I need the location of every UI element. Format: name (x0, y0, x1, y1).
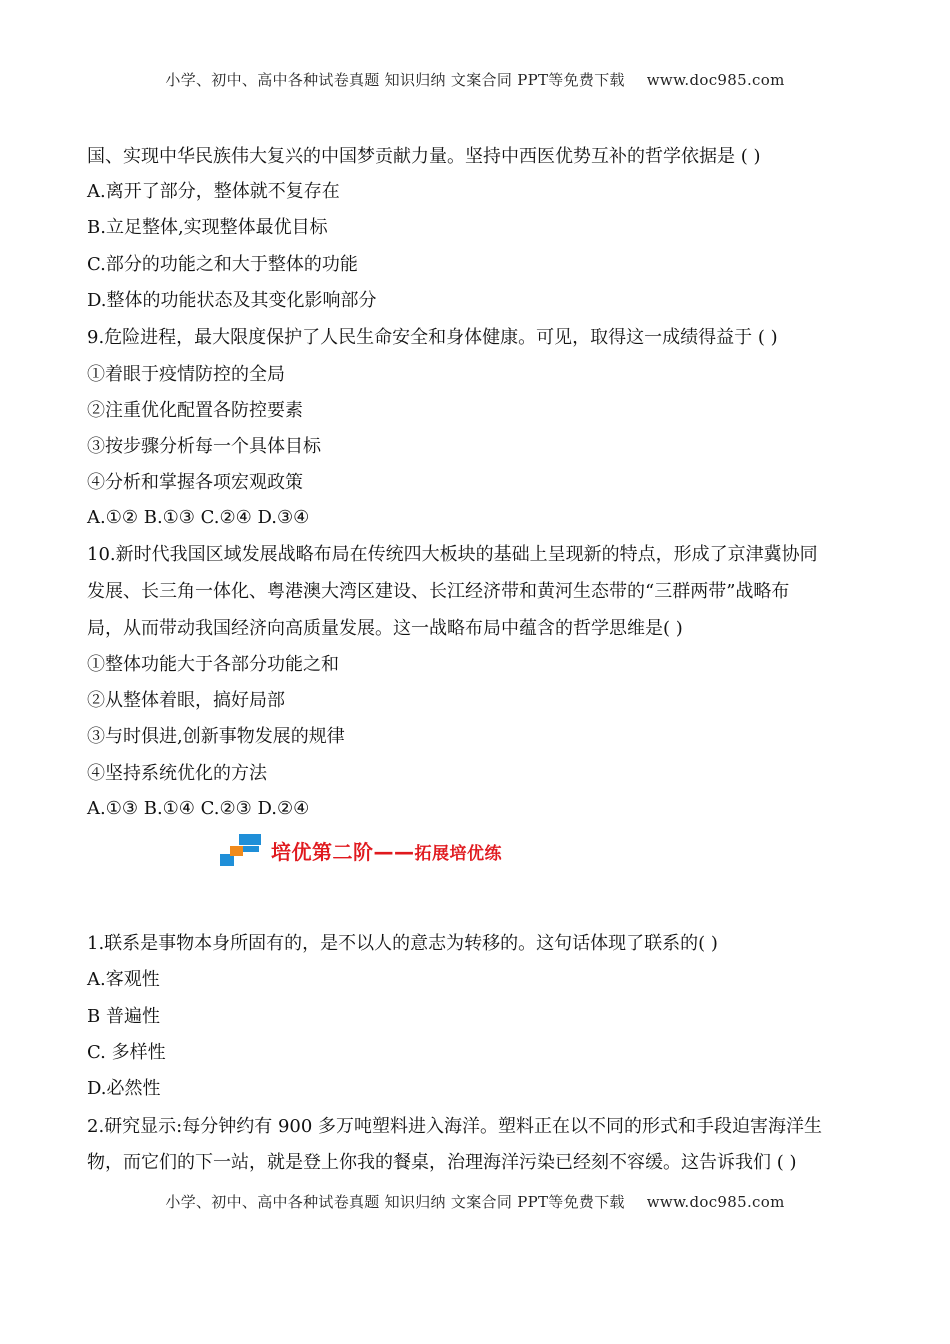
header-text: 小学、初中、高中各种试卷真题 知识归纳 文案合同 PPT等免费下载 (165, 71, 625, 89)
text-line: ②注重优化配置各防控要素 (87, 400, 303, 421)
text-line: A.①③ B.①④ C.②③ D.②④ (87, 798, 310, 819)
text-line: ①着眼于疫情防控的全局 (87, 364, 285, 385)
text-line: ①整体功能大于各部分功能之和 (87, 654, 339, 675)
text-line: A.离开了部分，整体就不复存在 (87, 181, 340, 202)
section-title (271, 836, 502, 865)
steps-icon (219, 830, 263, 870)
text-line: D.必然性 (87, 1078, 161, 1099)
text-line: 国、实现中华民族伟大复兴的中国梦贡献力量。坚持中西医优势互补的哲学依据是 ( ) (87, 146, 761, 167)
section-title-sub: 拓展培优练 (414, 843, 502, 864)
text-line: 2.研究显示:每分钟约有 900 多万吨塑料进入海洋。塑料正在以不同的形式和手段迫害海洋生 (87, 1116, 823, 1137)
text-line: B 普遍性 (87, 1006, 160, 1027)
text-line: ③与时俱进,创新事物发展的规律 (87, 726, 345, 747)
text-line: ④分析和掌握各项宏观政策 (87, 472, 303, 493)
text-line: A.客观性 (87, 969, 160, 990)
section-banner (219, 830, 502, 870)
text-line: B.立足整体,实现整体最优目标 (87, 217, 328, 238)
page-footer (0, 1191, 950, 1212)
text-line: 9.危险进程，最大限度保护了人民生命安全和身体健康。可见，取得这一成绩得益于 ( ) (87, 327, 778, 348)
text-line: 1.联系是事物本身所固有的，是不以人的意志为转移的。这句话体现了联系的( ) (87, 933, 718, 954)
text-line: C. 多样性 (87, 1042, 166, 1063)
text-line: 发展、长三角一体化、粤港澳大湾区建设、长江经济带和黄河生态带的“三群两带”战略布 (87, 581, 790, 602)
text-line: ②从整体着眼，搞好局部 (87, 690, 285, 711)
text-line: 局，从而带动我国经济向高质量发展。这一战略布局中蕴含的哲学思维是( ) (87, 618, 683, 639)
header-url: www.doc985.com (646, 71, 785, 89)
text-line: ③按步骤分析每一个具体目标 (87, 436, 321, 457)
footer-url: www.doc985.com (646, 1193, 785, 1211)
text-line: D.整体的功能状态及其变化影响部分 (87, 290, 377, 311)
section-title-main: 培优第二阶—— (271, 839, 415, 864)
page-header (0, 69, 950, 90)
text-line: 物，而它们的下一站，就是登上你我的餐桌，治理海洋污染已经刻不容缓。这告诉我们 ( ) (87, 1152, 797, 1173)
text-line: A.①② B.①③ C.②④ D.③④ (87, 507, 310, 528)
text-line: 10.新时代我国区域发展战略布局在传统四大板块的基础上呈现新的特点，形成了京津冀协同 (87, 544, 818, 565)
footer-text: 小学、初中、高中各种试卷真题 知识归纳 文案合同 PPT等免费下载 (165, 1193, 625, 1211)
text-line: C.部分的功能之和大于整体的功能 (87, 254, 358, 275)
text-line: ④坚持系统优化的方法 (87, 763, 267, 784)
